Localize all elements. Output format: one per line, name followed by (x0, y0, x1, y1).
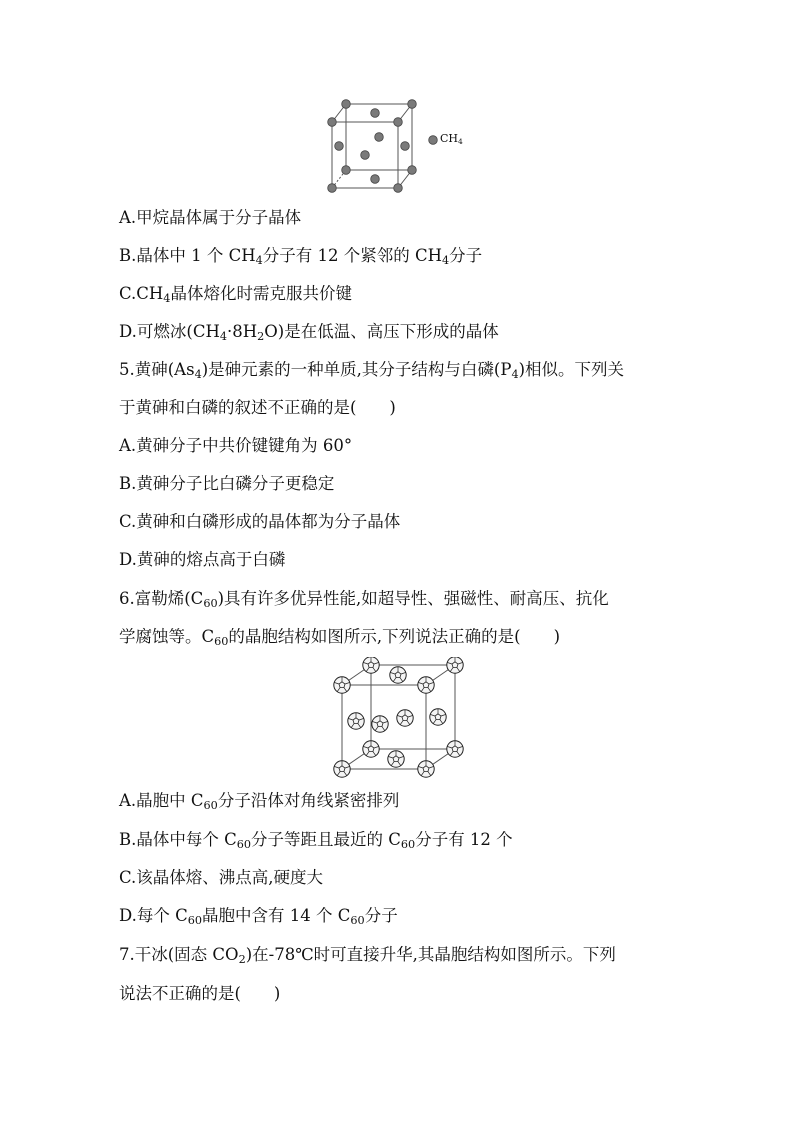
q4-option-d: D.可燃冰$(CH_4\cdot 8H_2O)$是在低温、高压下形成的晶体 (119, 322, 499, 343)
q5-option-c: C.黄砷和白磷形成的晶体都为分子晶体 (119, 512, 401, 531)
q6-option-a: A.晶胞中 $C_{60}$分子沿体对角线紧密排列 (119, 791, 400, 812)
q6-stem-line1: 6.富勒烯$(C_{60})$具有许多优异性能,如超导性、强磁性、耐高压、抗化 (119, 589, 609, 610)
q5-option-a: A.黄砷分子中共价键键角为 60° (119, 436, 353, 455)
q5-stem-line2: 于黄砷和白磷的叙述不正确的是( ) (119, 398, 396, 417)
q4-option-a: A.甲烷晶体属于分子晶体 (119, 208, 302, 227)
q5-option-d: D.黄砷的熔点高于白磷 (119, 550, 286, 569)
c60-unit-cell-figure (328, 657, 468, 779)
q6-option-d: D.每个 $C_{60}$晶胞中含有 14 个 $C_{60}$分子 (119, 906, 398, 927)
ch4-legend-label: $CH_4$ (440, 132, 463, 146)
q5-option-b: B.黄砷分子比白磷分子更稳定 (119, 474, 335, 493)
q4-option-c: $C.CH_4$晶体熔化时需克服共价键 (119, 284, 352, 305)
q6-stem-line2: 学腐蚀等。$C_{60}$的晶胞结构如图所示,下列说法正确的是( ) (119, 627, 561, 648)
q5-stem-line1: 5.黄砷$(As_4)$是砷元素的一种单质,其分子结构与白磷$(P_4)$相似。下列关 (119, 360, 625, 381)
q6-option-b: B.晶体中每个 $C_{60}$分子等距且最近的 $C_{60}$分子有 12 个 (119, 830, 513, 851)
q7-stem-line2: 说法不正确的是( ) (119, 984, 281, 1003)
q4-option-b: B.晶体中 1 个 $CH_4$分子有 12 个紧邻的 $CH_4$分子 (119, 246, 483, 267)
q7-stem-line1: 7.干冰(固态 $CO_2$)在-78℃时可直接升华,其晶胞结构如图所示。下列 (119, 945, 616, 966)
ch4-unit-cell-figure (322, 96, 472, 196)
q6-option-c: C.该晶体熔、沸点高,硬度大 (119, 868, 324, 887)
